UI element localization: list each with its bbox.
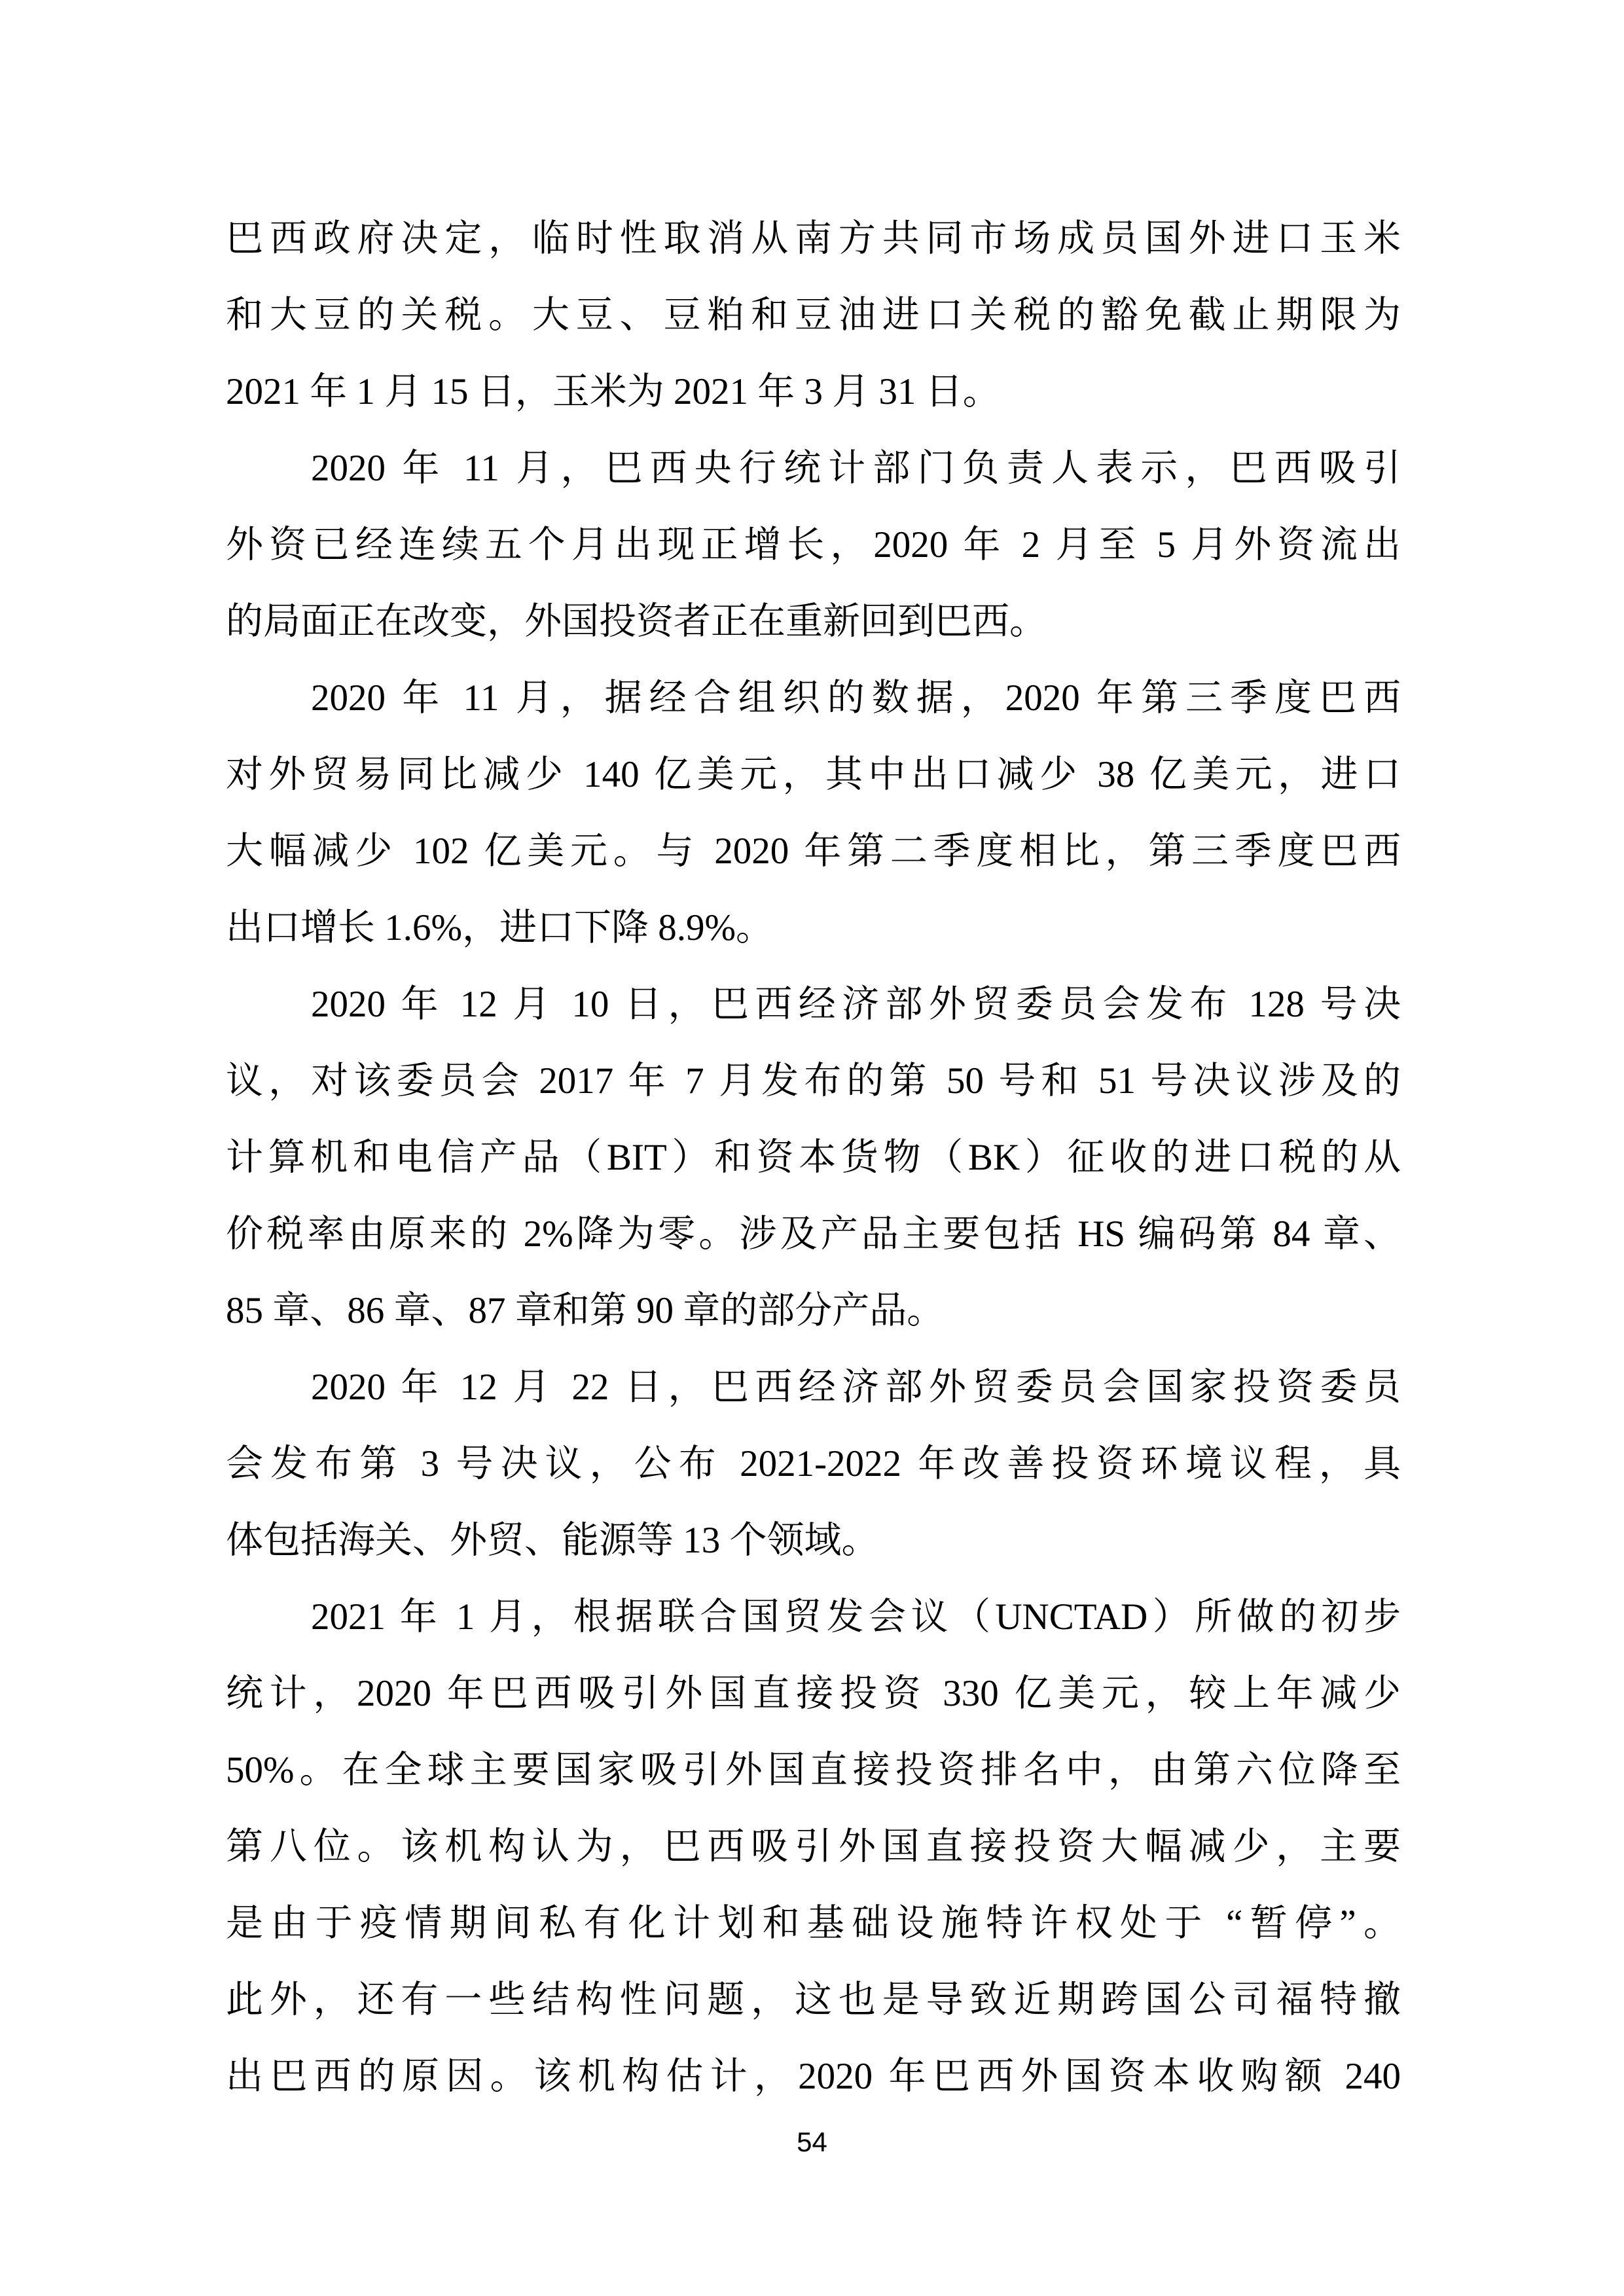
text-line: 外资已经连续五个月出现正增长，2020 年 2 月至 5 月外资流出: [226, 524, 1401, 565]
text-line: 此外，还有一些结构性问题，这也是导致近期跨国公司福特撤: [226, 1979, 1401, 2020]
text-line: 巴西政府决定，临时性取消从南方共同市场成员国外进口玉米: [226, 218, 1401, 259]
text-line: 会发布第 3 号决议，公布 2021-2022 年改善投资环境议程，具: [226, 1443, 1401, 1484]
text-line: 出口增长 1.6%，进口下降 8.9%。: [226, 907, 773, 948]
text-line: 2020 年 11 月，巴西央行统计部门负责人表示，巴西吸引: [311, 448, 1401, 489]
text-line: 2020 年 12 月 22 日，巴西经济部外贸委员会国家投资委员: [311, 1367, 1401, 1408]
text-line: 第八位。该机构认为，巴西吸引外国直接投资大幅减少，主要: [226, 1826, 1401, 1867]
text-line: 体包括海关、外贸、能源等 13 个领域。: [226, 1520, 879, 1561]
text-line: 50%。在全球主要国家吸引外国直接投资排名中，由第六位降至: [226, 1749, 1401, 1791]
text-line: 出巴西的原因。该机构估计，2020 年巴西外国资本收购额 240: [226, 2056, 1401, 2097]
text-line: 对外贸易同比减少 140 亿美元，其中出口减少 38 亿美元，进口: [226, 754, 1401, 795]
text-line: 价税率由原来的 2%降为零。涉及产品主要包括 HS 编码第 84 章、: [226, 1213, 1401, 1255]
text-line: 2020 年 12 月 10 日，巴西经济部外贸委员会发布 128 号决: [311, 984, 1401, 1025]
text-line: 2020 年 11 月，据经合组织的数据，2020 年第三季度巴西: [311, 677, 1401, 719]
text-line: 统计，2020 年巴西吸引外国直接投资 330 亿美元，较上年减少: [226, 1673, 1401, 1714]
text-line: 大幅减少 102 亿美元。与 2020 年第二季度相比，第三季度巴西: [226, 831, 1401, 872]
text-line: 和大豆的关税。大豆、豆粕和豆油进口关税的豁免截止期限为: [226, 295, 1401, 336]
paragraph: [226, 1349, 1401, 1579]
text-line: 2021 年 1 月，根据联合国贸发会议（UNCTAD）所做的初步: [311, 1596, 1401, 1638]
paragraph: [226, 660, 1401, 966]
text-line: 议，对该委员会 2017 年 7 月发布的第 50 号和 51 号决议涉及的: [226, 1060, 1401, 1102]
paragraph: [226, 966, 1401, 1349]
page-number: 54: [797, 2126, 827, 2157]
paragraph: [226, 200, 1401, 430]
text-line: 85 章、86 章、87 章和第 90 章的部分产品。: [226, 1290, 945, 1331]
text-block: [226, 200, 1401, 2115]
text-line: 的局面正在改变，外国投资者正在重新回到巴西。: [226, 601, 1047, 642]
text-line: 是由于疫情期间私有化计划和基础设施特许权处于 “暂停”。: [226, 1903, 1401, 1944]
paragraph: [226, 1579, 1401, 2115]
text-line: 2021 年 1 月 15 日，玉米为 2021 年 3 月 31 日。: [226, 371, 1000, 412]
paragraph: [226, 430, 1401, 660]
text-line: 计算机和电信产品（BIT）和资本货物（BK）征收的进口税的从: [226, 1137, 1401, 1178]
